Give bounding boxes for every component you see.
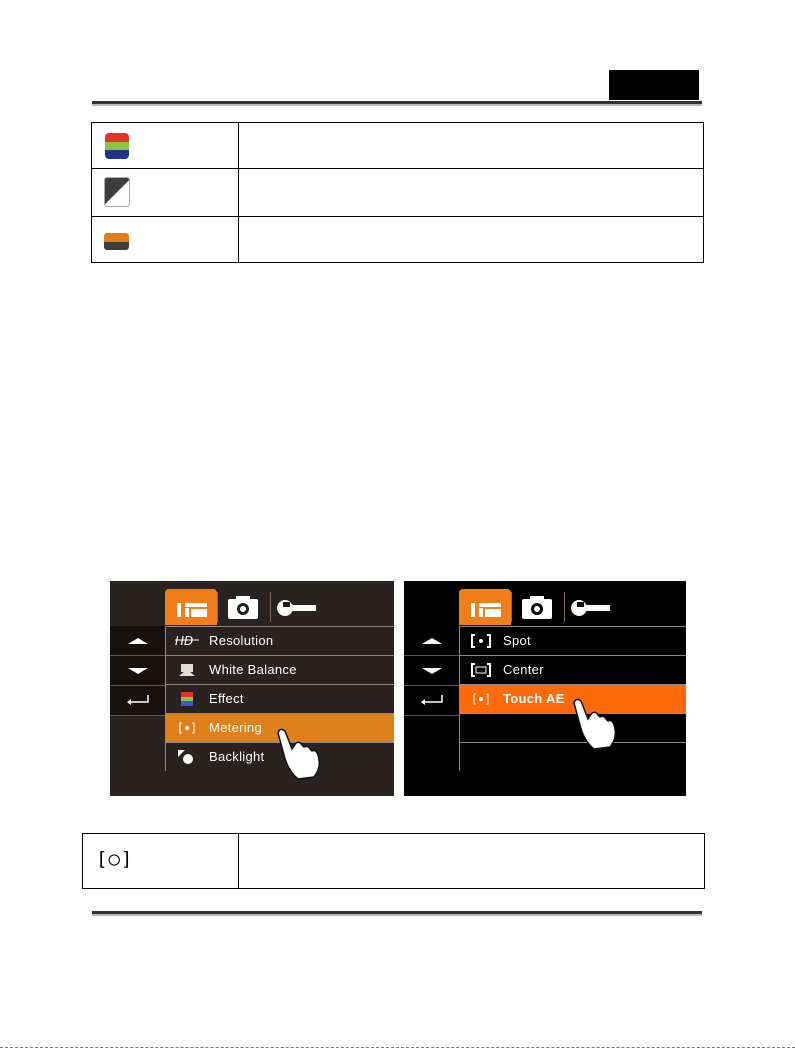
menu-item-white-balance[interactable]: White Balance <box>165 655 394 684</box>
video-settings-tab[interactable] <box>459 589 511 625</box>
wrench-icon <box>271 589 323 625</box>
down-button[interactable] <box>404 656 459 686</box>
touch-ae-icon <box>469 691 493 707</box>
hd-icon <box>175 633 199 649</box>
effect-description <box>239 123 704 169</box>
table-row <box>92 123 704 169</box>
touch-hand-icon <box>566 693 626 753</box>
setup-tab[interactable] <box>565 589 617 625</box>
camera-tab[interactable] <box>512 589 564 625</box>
camera-icon <box>218 589 270 625</box>
table-row <box>83 834 705 889</box>
language-tab <box>609 70 699 100</box>
header-rule <box>92 101 702 104</box>
down-arrow-icon <box>404 656 459 685</box>
effect-icon <box>175 691 199 707</box>
menu-item-metering[interactable]: Metering <box>165 713 394 742</box>
menu-item-spot[interactable]: Spot <box>459 626 686 655</box>
return-icon <box>110 686 165 715</box>
up-button[interactable] <box>110 626 165 656</box>
video-settings-tab[interactable] <box>165 589 217 625</box>
menu-item-center[interactable]: Center <box>459 655 686 684</box>
metering-icon-table <box>82 833 705 889</box>
white-balance-icon <box>175 662 199 678</box>
center-icon <box>469 662 493 678</box>
setup-tab[interactable] <box>271 589 323 625</box>
menu-item-touch-ae[interactable]: Touch AE <box>459 684 686 713</box>
metering-options-screenshot <box>404 581 686 796</box>
return-icon <box>404 686 459 715</box>
down-button[interactable] <box>110 656 165 686</box>
menu-item-backlight[interactable]: Backlight <box>165 742 394 771</box>
return-button[interactable] <box>404 686 459 716</box>
up-arrow-icon <box>110 626 165 655</box>
navigation-buttons <box>404 626 459 716</box>
up-arrow-icon <box>404 626 459 655</box>
effect-icon-table <box>91 122 704 263</box>
navigation-buttons <box>110 626 165 716</box>
metering-menu-screenshot <box>110 581 394 796</box>
effect-description <box>239 169 704 217</box>
backlight-icon <box>175 749 199 765</box>
effect-description <box>239 217 704 263</box>
up-button[interactable] <box>404 626 459 656</box>
menu-tabs <box>459 589 617 625</box>
down-arrow-icon <box>110 656 165 685</box>
camera-tab[interactable] <box>218 589 270 625</box>
touch-hand-icon <box>270 723 330 783</box>
black-white-effect-icon <box>104 177 130 207</box>
menu-item-resolution[interactable]: HD Resolution <box>165 626 394 655</box>
table-row <box>92 169 704 217</box>
spot-icon <box>469 633 493 649</box>
video-settings-icon <box>459 589 511 625</box>
menu-tabs <box>165 589 323 625</box>
menu-item-effect[interactable]: Effect <box>165 684 394 713</box>
color-effect-icon <box>105 133 129 159</box>
footer-rule <box>92 911 702 914</box>
wrench-icon <box>565 589 617 625</box>
svg-text:HD: HD <box>175 634 194 648</box>
video-settings-icon <box>165 589 217 625</box>
sepia-effect-icon <box>104 233 129 250</box>
metering-icon <box>175 720 199 736</box>
metering-description <box>239 834 705 889</box>
page-edge-line <box>0 1047 795 1048</box>
table-row <box>92 217 704 263</box>
center-weighted-icon: [○] <box>96 848 134 870</box>
camera-icon <box>512 589 564 625</box>
return-button[interactable] <box>110 686 165 716</box>
